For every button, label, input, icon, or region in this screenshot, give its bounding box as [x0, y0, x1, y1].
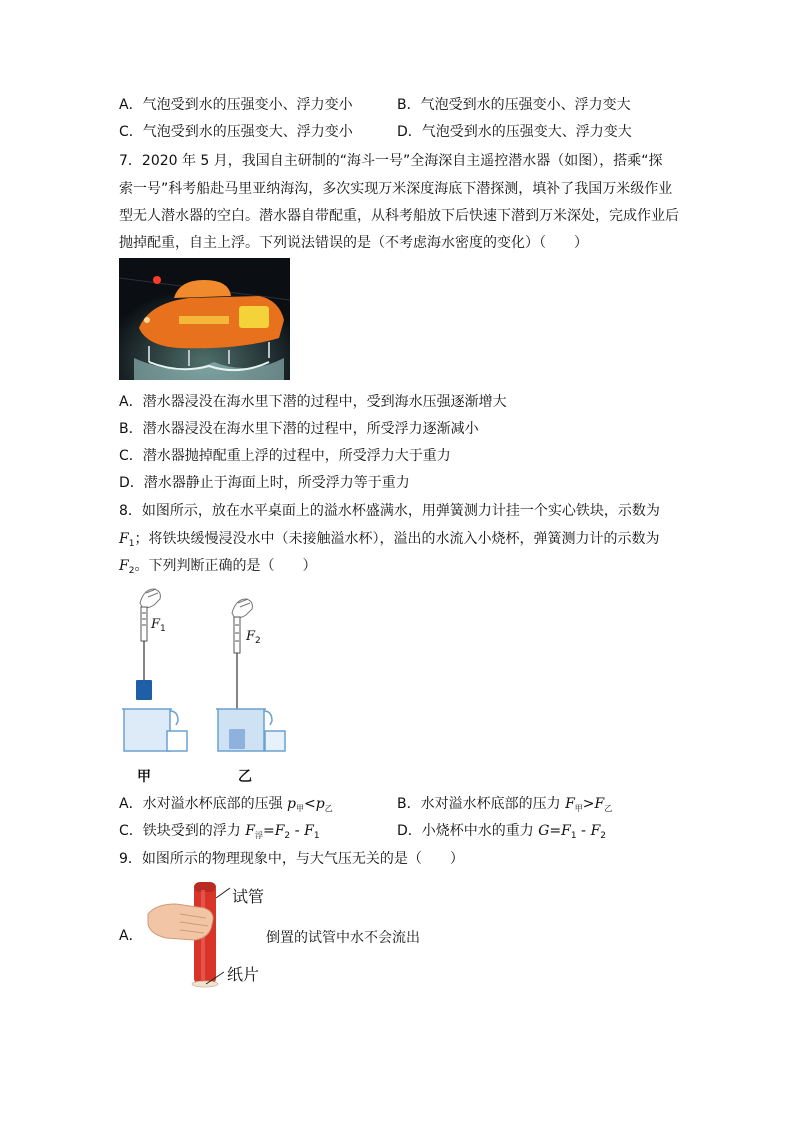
q7-stem-line-1: 7．2020 年 5 月，我国自主研制的“海斗一号”全海深自主遥控潜水器（如图），搭乘“探 — [119, 153, 663, 169]
math-operator: = — [262, 823, 275, 839]
small-beaker-right — [265, 731, 285, 751]
hand-right — [232, 599, 252, 618]
q8-option-c — [119, 822, 320, 845]
math-symbol: G — [538, 823, 550, 839]
q7-option-d: D．潜水器静止于海面上时，所受浮力等于重力 — [119, 475, 410, 491]
q9-option-a-label: A． — [119, 928, 143, 944]
q7-stem-line-3: 型无人潜水器的空白。潜水器自带配重，从科考船放下后快速下潜到万米深处，完成作业后 — [119, 208, 679, 224]
math-subscript: 2 — [284, 831, 291, 841]
math-subscript: 2 — [600, 831, 607, 841]
q8-stem-text: 。下列判断正确的是（ ） — [134, 558, 317, 574]
option-text: D．小烧杯中水的重力 — [397, 823, 539, 839]
option-text: A．水对溢水杯底部的压强 — [119, 796, 288, 812]
paper-label: 纸片 — [227, 965, 260, 984]
math-subscript: 1 — [313, 831, 320, 841]
force-symbol: F — [151, 617, 161, 632]
math-symbol: F — [274, 823, 285, 839]
math-operator: < — [304, 796, 316, 812]
force-subscript: 1 — [128, 539, 135, 549]
q9-stem: 9．如图所示的物理现象中，与大气压无关的是（ ） — [119, 851, 464, 867]
q8-option-d — [397, 822, 606, 845]
math-operator: - — [576, 823, 591, 839]
fig-caption-left: 甲 — [137, 769, 151, 785]
q8-option-b — [397, 795, 612, 818]
small-beaker-left — [167, 731, 187, 751]
math-subscript: 乙 — [604, 804, 613, 813]
q8-stem-line-1: 8．如图所示，放在水平桌面上的溢水杯盛满水，用弹簧测力计挂一个实心铁块，示数为 — [119, 503, 660, 519]
math-symbol: p — [287, 796, 296, 812]
math-subscript: 浮 — [254, 831, 263, 840]
spring-scale-left — [141, 607, 147, 641]
force-subscript: 1 — [160, 624, 166, 634]
math-symbol: F — [594, 796, 605, 812]
math-symbol: F — [245, 823, 255, 839]
option-text: B．水对溢水杯底部的压力 — [397, 796, 566, 812]
math-symbol: F — [304, 823, 314, 839]
overflow-cup-figure — [118, 583, 298, 755]
q7-stem-line-4: 抛掉配重，自主上浮。下列说法错误的是（不考虑海水密度的变化）（ ） — [119, 235, 588, 251]
force-symbol: F — [246, 629, 256, 644]
q8-stem-line-2 — [119, 530, 659, 553]
fig-caption-right: 乙 — [238, 769, 252, 785]
math-subscript: 甲 — [296, 804, 304, 813]
q6-option-b: B．气泡受到水的压强变小、浮力变大 — [397, 97, 631, 113]
q6-option-d: D．气泡受到水的压强变大、浮力变大 — [397, 124, 632, 140]
math-operator: - — [290, 823, 305, 839]
math-subscript: 甲 — [574, 804, 583, 813]
q7-stem-line-2: 索一号”科考船赴马里亚纳海沟，多次实现万米深度海底下潜探测，填补了我国万米级作业 — [119, 181, 673, 197]
force-symbol: F — [119, 558, 129, 574]
spring-scale-right — [234, 617, 240, 653]
fig-label-f2 — [246, 629, 261, 646]
q8-stem-line-3 — [119, 557, 316, 580]
q7-option-c: C．潜水器抛掉配重上浮的过程中，所受浮力大于重力 — [119, 448, 451, 464]
force-symbol: F — [119, 531, 129, 547]
overflow-cup-left — [124, 709, 170, 751]
test-tube-label: 试管 — [232, 887, 265, 906]
paper-card — [192, 981, 218, 987]
math-subscript: 1 — [570, 831, 577, 841]
q9-option-a-description: 倒置的试管中水不会流出 — [266, 930, 420, 946]
q8-option-a — [119, 795, 333, 818]
iron-block-left — [136, 680, 152, 700]
submersible-photo — [119, 258, 290, 380]
math-symbol: p — [315, 796, 325, 812]
force-subscript: 2 — [255, 636, 261, 646]
q6-option-c: C．气泡受到水的压强变大、浮力变小 — [119, 124, 353, 140]
math-symbol: F — [561, 823, 571, 839]
math-operator: = — [549, 823, 562, 839]
iron-block-right — [229, 729, 245, 749]
hand-left — [140, 589, 160, 608]
q7-option-a: A．潜水器浸没在海水里下潜的过程中，受到海水压强逐渐增大 — [119, 394, 507, 410]
force-subscript: 2 — [128, 566, 135, 576]
math-symbol: F — [590, 823, 601, 839]
q6-option-a: A．气泡受到水的压强变小、浮力变小 — [119, 97, 353, 113]
option-text: C．铁块受到的浮力 — [119, 823, 246, 839]
math-symbol: F — [565, 796, 575, 812]
fig-label-f1 — [151, 617, 166, 634]
q8-stem-text: ；将铁块缓慢浸没水中（未接触溢水杯），溢出的水流入小烧杯，弹簧测力计的示数为 — [134, 531, 660, 547]
q7-option-b: B．潜水器浸没在海水里下潜的过程中，所受浮力逐渐减小 — [119, 421, 479, 437]
math-operator: > — [582, 796, 595, 812]
math-subscript: 乙 — [324, 804, 333, 813]
